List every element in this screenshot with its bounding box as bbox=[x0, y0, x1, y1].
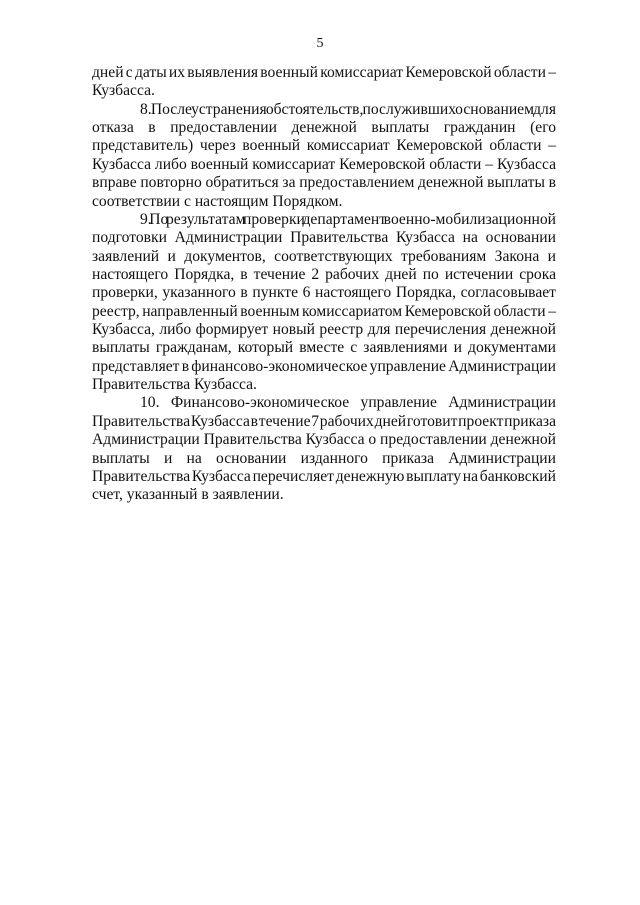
document-body bbox=[92, 64, 556, 505]
text-line: вправе повторно обратиться за предоставлением денежной выплаты в bbox=[92, 174, 556, 192]
text-line: Кузбасса либо военный комиссариат Кемеровской области – Кузбасса bbox=[92, 155, 556, 173]
text-line: представитель) через военный комиссариат Кемеровской области – bbox=[92, 137, 556, 155]
text-line: дней с даты их выявления военный комиссариат Кемеровской области – bbox=[92, 64, 556, 81]
text-line: представляет в финансово-экономическое управление Администрации bbox=[92, 357, 556, 375]
paragraph-item-10 bbox=[92, 394, 556, 504]
text-line: Правительства Кузбасса в течение 7 рабочих дней готовит проект приказа bbox=[92, 412, 556, 430]
text-line: 9. По результатам проверки департамент военно-мобилизационной bbox=[140, 210, 556, 228]
text-line: 8. После устранения обстоятельств, послуживших основанием для bbox=[140, 100, 556, 118]
text-line: Правительства Кузбасса перечисляет денежную выплату на банковский bbox=[92, 467, 556, 485]
text-line: Правительства Кузбасса. bbox=[92, 376, 257, 394]
text-line: заявлений и документов, соответствующих требованиям Закона и bbox=[92, 247, 556, 265]
text-line: выплаты гражданам, который вместе с заявлениями и документами bbox=[92, 339, 556, 357]
text-line: подготовки Администрации Правительства Кузбасса на основании bbox=[92, 229, 556, 247]
text-line: настоящего Порядка, в течение 2 рабочих дней по истечении срока bbox=[92, 265, 556, 283]
text-line: Кузбасса. bbox=[92, 82, 155, 100]
text-line: реестр, направленный военным комиссариатом Кемеровской области – bbox=[92, 302, 556, 320]
text-line: проверки, указанного в пункте 6 настоящего Порядка, согласовывает bbox=[92, 284, 556, 302]
text-line: 10. Финансово-экономическое управление Администрации bbox=[140, 394, 556, 412]
text-line: отказа в предоставлении денежной выплаты гражданин (его bbox=[92, 119, 556, 137]
text-line: счет, указанный в заявлении. bbox=[92, 486, 284, 504]
text-line: Администрации Правительства Кузбасса о предоставлении денежной bbox=[92, 431, 556, 449]
paragraph-item-8 bbox=[92, 101, 556, 211]
paragraph-continuation bbox=[92, 64, 556, 101]
page-number: 5 bbox=[316, 36, 324, 51]
text-line: соответствии с настоящим Порядком. bbox=[92, 192, 343, 210]
text-line: выплаты и на основании изданного приказа Администрации bbox=[92, 449, 556, 467]
paragraph-item-9 bbox=[92, 211, 556, 395]
text-line: Кузбасса, либо формирует новый реестр для перечисления денежной bbox=[92, 321, 556, 339]
